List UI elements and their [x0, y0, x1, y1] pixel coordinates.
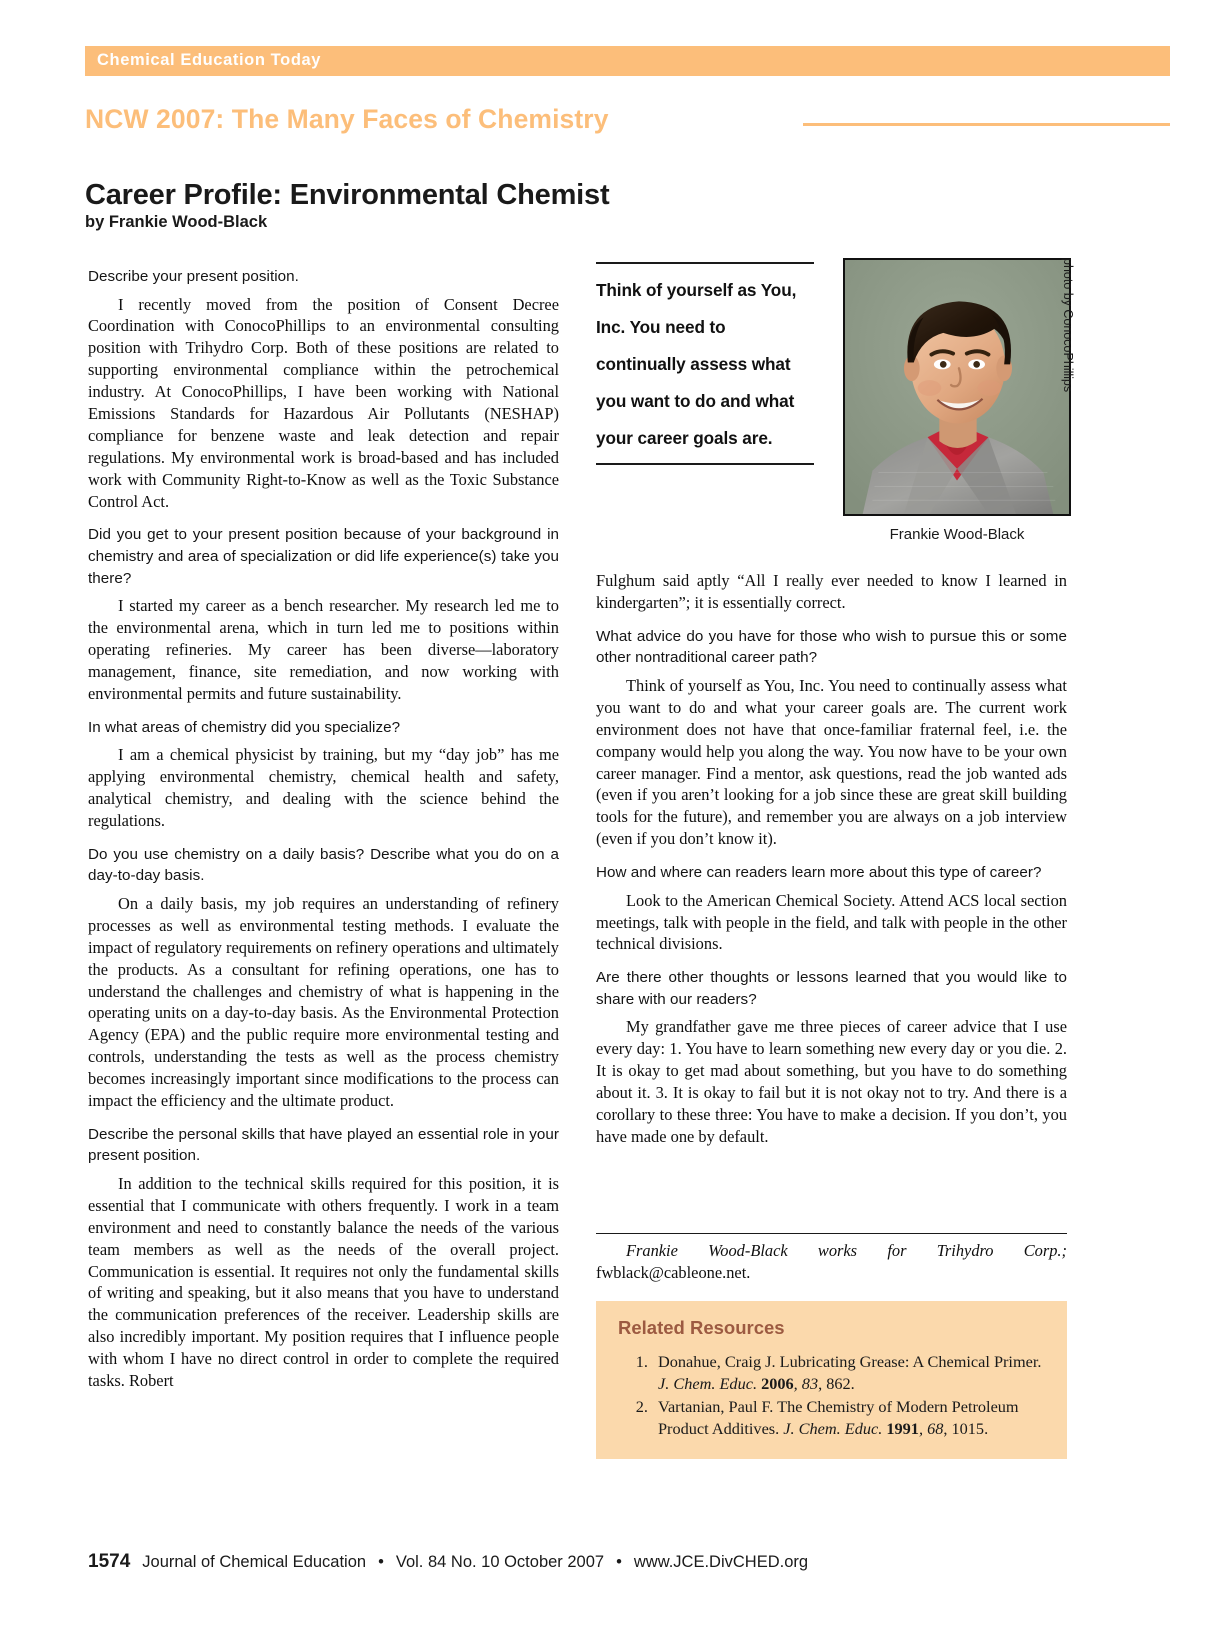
- right-column: [596, 570, 1067, 1160]
- masthead-bar: [85, 46, 1170, 76]
- answer: Think of yourself as You, Inc. You need to continually assess what you want to do and what your career goals are. The current work environment does not have that once-familiar fraternal feel, i.e. the company would help you along the way. You now have to be your own career manager. Find a mentor, ask questions, read the job wanted ads (even if you aren’t looking for a job since these are great skill building tools for the future), and remember you are always on a job interview (even if you don’t know it).: [596, 675, 1067, 849]
- footer-page-number: 1574: [88, 1551, 131, 1572]
- answer: On a daily basis, my job requires an understanding of refinery processes as well as environmental testing methods. I evaluate the impact of regulatory requirements on refinery operations and ultimately the products. As a consultant for refining operations, one has to understand the challenges and chemistry of what is happening in the operating units on a day-to-day basis. As the Environmental Protection Agency (EPA) and the public require more environmental testing and controls, understanding the tests as well as the process chemistry becomes increasingly important since modifications to the process can impact the efficiency and the ultimate product.: [88, 893, 559, 1110]
- pull-quote-rule-bottom: [596, 463, 814, 465]
- photo-credit: photo by ConocoPhillips: [1061, 258, 1075, 393]
- reference-pages: , 862.: [818, 1373, 855, 1393]
- related-resources-list: [618, 1351, 1045, 1439]
- question: Describe your present position.: [88, 268, 299, 285]
- footer-issue: Vol. 84 No. 10 October 2007: [395, 1553, 605, 1571]
- reference-volume: , 83: [793, 1373, 819, 1393]
- reference-year: 1991: [882, 1418, 919, 1438]
- masthead-label: Chemical Education Today: [97, 51, 322, 69]
- question: How and where can readers learn more about this type of career?: [596, 864, 1042, 882]
- list-item: [652, 1396, 1045, 1439]
- author-contact-affiliation: Frankie Wood-Black works for Trihydro Corp.;: [626, 1241, 1067, 1260]
- answer: In addition to the technical skills required for this position, it is essential that I communicate with others frequently. I work in a team environment and need to constantly balance the needs of the various team members as well as the needs of the overall project. Communication is essential. It requires not only the fundamental skills of writing and speaking, but it also means that you have to understand the communication preferences of the receiver. Leadership skills are also incredibly important. My position requires that I influence people with whom I have no direct control in order to complete the required tasks. Robert: [88, 1174, 559, 1391]
- question: Describe the personal skills that have played an essential role in your present position.: [88, 1125, 559, 1165]
- answer-continued: Fulghum said aptly “All I really ever needed to know I learned in kindergarten”; it is essentially correct.: [596, 571, 1067, 612]
- reference-article: Lubricating Grease: A Chemical Primer.: [779, 1352, 1042, 1371]
- contact-rule: [596, 1233, 1067, 1234]
- byline: by Frankie Wood-Black: [85, 213, 268, 231]
- reference-author: Donahue, Craig J.: [658, 1352, 780, 1371]
- reference-pages: , 1015.: [943, 1418, 989, 1438]
- reference-year: 2006: [757, 1373, 794, 1393]
- author-photo-frame: [843, 258, 1071, 516]
- reference-article: The Chemistry of Modern Petroleum Product Additives.: [658, 1397, 1019, 1438]
- question: Did you get to your present position because of your background in chemistry and area of specialization or did life experience(s) take you there?: [88, 526, 559, 587]
- author-photo-block: [843, 258, 1071, 543]
- question: Do you use chemistry on a daily basis? Describe what you do on a day-to-day basis.: [88, 845, 559, 885]
- related-resources-title: Related Resources: [618, 1317, 785, 1338]
- page-footer: [88, 1551, 808, 1573]
- answer: My grandfather gave me three pieces of career advice that I use every day: 1. You have to learn something new every day or you die. 2. It is okay to get mad about something, but you have to do something about it. 3. It is okay to fail but it is not okay not to try. And there is a corollary to these three: You have to make a decision. If you don’t, you have made one by default.: [596, 1017, 1067, 1146]
- author-contact-email: fwblack@cableone.net.: [596, 1262, 751, 1282]
- kicker-rule: [803, 123, 1170, 126]
- photo-caption: Frankie Wood-Black: [889, 526, 1025, 543]
- answer: I am a chemical physicist by training, but my “day job” has me applying environmental chemistry, chemical health and safety, analytical chemistry, and dealing with the science behind the regulations.: [88, 745, 559, 830]
- reference-journal: J. Chem. Educ.: [783, 1418, 883, 1438]
- footer-journal-name: Journal of Chemical Education: [142, 1553, 367, 1571]
- pull-quote: [596, 262, 814, 465]
- author-contact: [596, 1240, 1067, 1284]
- question: Are there other thoughts or lessons learned that you would like to share with our readers?: [596, 969, 1067, 1008]
- answer: I started my career as a bench researcher. My research led me to the environmental arena, which in turn led me to positions within operating refineries. My career has been diverse—laboratory management, finance, site remediation, and now working with environmental permits and future sustainability.: [88, 596, 559, 703]
- list-item: [652, 1351, 1045, 1394]
- answer: Look to the American Chemical Society. Attend ACS local section meetings, talk with people in the field, and talk with people in the other technical divisions.: [596, 890, 1067, 954]
- question: In what areas of chemistry did you specialize?: [88, 718, 401, 736]
- footer-url: www.JCE.DivCHED.org: [633, 1553, 809, 1571]
- left-column: [88, 266, 559, 1404]
- footer-bullet-2: •: [616, 1553, 622, 1571]
- page-title: Career Profile: Environmental Chemist: [85, 179, 610, 212]
- answer: I recently moved from the position of Consent Decree Coordination with ConocoPhillips to an environmental consulting position with Trihydro Corp. Both of these positions are related to supporting environmental compliance within the petrochemical industry. At ConocoPhillips, I have been working with National Emissions Standards for Hazardous Air Pollutants (NESHAP) compliance for benzene waste and leak detection and repair regulations. My environmental work is broad-based and has included work with Community Right-to-Know as well as the Toxic Substance Control Act.: [88, 294, 559, 511]
- section-kicker: NCW 2007: The Many Faces of Chemistry: [85, 104, 609, 134]
- author-portrait-image: [845, 260, 1069, 514]
- reference-journal: J. Chem. Educ.: [658, 1373, 758, 1393]
- question: What advice do you have for those who wish to pursue this or some other nontraditional career path?: [596, 627, 1067, 667]
- reference-volume: , 68: [918, 1418, 944, 1438]
- reference-author: Vartanian, Paul F.: [658, 1397, 778, 1416]
- related-resources-box: [596, 1301, 1067, 1459]
- section-kicker-block: [85, 104, 1170, 140]
- pull-quote-text: Think of yourself as You, Inc. You need to continually assess what you want to do and what your career goals are.: [596, 280, 797, 448]
- footer-bullet-1: •: [378, 1553, 384, 1571]
